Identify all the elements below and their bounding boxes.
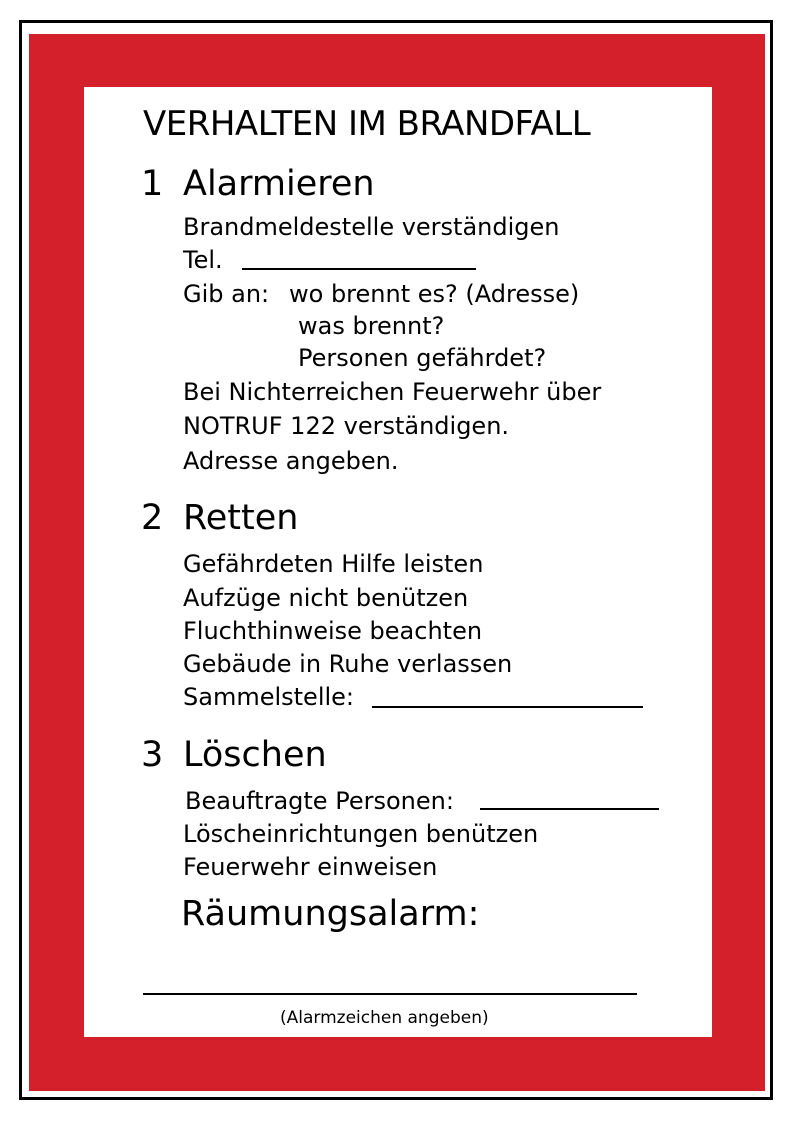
- section3-heading: Löschen: [183, 735, 327, 775]
- section2-number: 2: [141, 498, 164, 538]
- section2-heading: Retten: [183, 498, 299, 538]
- section1-heading: Alarmieren: [183, 164, 375, 204]
- beauftragte-blank-line: [480, 808, 659, 810]
- alarm-signal-blank-line: [143, 993, 637, 995]
- section3-line2: Löscheinrichtungen benützen: [183, 820, 539, 848]
- section1-line6: NOTRUF 122 verständigen.: [183, 412, 510, 440]
- question-was: was brennt?: [298, 312, 445, 340]
- sign-title: VERHALTEN IM BRANDFALL: [143, 104, 591, 144]
- section1-number: 1: [141, 164, 164, 204]
- section2-line1: Gefährdeten Hilfe leisten: [183, 550, 484, 578]
- sammelstelle-label: Sammelstelle:: [183, 683, 354, 711]
- raeumungsalarm-label: Räumungsalarm:: [181, 894, 480, 934]
- tel-blank-line: [242, 268, 476, 270]
- sammelstelle-blank-line: [372, 706, 643, 708]
- footer-note: (Alarmzeichen angeben): [280, 1008, 489, 1028]
- question-wo: wo brennt es? (Adresse): [289, 280, 580, 308]
- section2-line3: Fluchthinweise beachten: [183, 617, 483, 645]
- beauftragte-label: Beauftragte Personen:: [185, 787, 454, 815]
- question-personen: Personen gefährdet?: [298, 344, 547, 372]
- section1-line1: Brandmeldestelle verständigen: [183, 213, 560, 241]
- section2-line2: Aufzüge nicht benützen: [183, 584, 469, 612]
- section1-line5: Bei Nichterreichen Feuerwehr über: [183, 378, 602, 406]
- sign-panel: [84, 87, 712, 1037]
- gib-an-label: Gib an:: [183, 280, 270, 308]
- section3-number: 3: [141, 735, 164, 775]
- section2-line4: Gebäude in Ruhe verlassen: [183, 650, 513, 678]
- tel-label: Tel.: [183, 246, 223, 274]
- section1-line7: Adresse angeben.: [183, 447, 399, 475]
- section3-line3: Feuerwehr einweisen: [183, 853, 438, 881]
